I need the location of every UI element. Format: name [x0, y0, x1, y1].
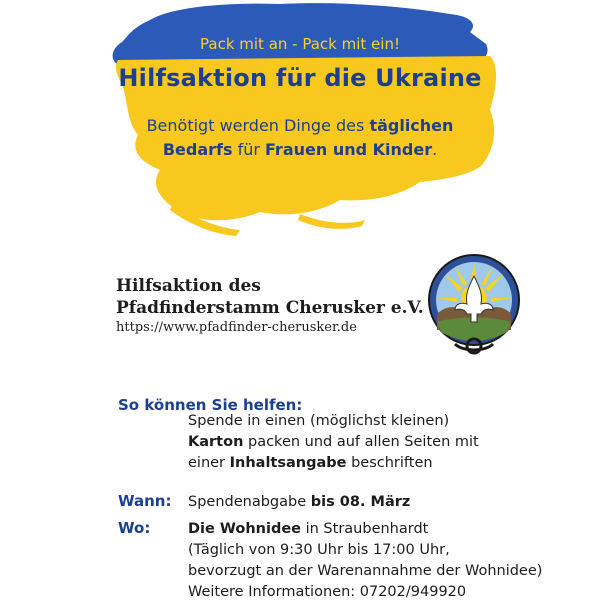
- when-label: Wann:: [118, 492, 172, 510]
- help-line3-rest: beschriften: [346, 455, 433, 471]
- when-text-pre: Spendenabgabe: [188, 494, 311, 510]
- where-line1-bold: Die Wohnidee: [188, 521, 301, 537]
- help-text: [188, 411, 479, 474]
- help-line2: [188, 432, 479, 453]
- help-line1: Spende in einen (möglichst kleinen): [188, 413, 450, 429]
- where-line3: bevorzugt an der Warenannahme der Wohnidee): [188, 563, 543, 579]
- when-text: [188, 492, 410, 513]
- help-line2-bold: Karton: [188, 434, 244, 450]
- where-line2: (Täglich von 9:30 Uhr bis 17:00 Uhr,: [188, 542, 450, 558]
- where-line1-rest: in Straubenhardt: [301, 521, 429, 537]
- help-title: So können Sie helfen:: [118, 396, 303, 414]
- slogan: Pack mit an - Pack mit ein!: [200, 35, 400, 53]
- more-info: Weitere Informationen: 07202/949920: [188, 584, 467, 600]
- when-text-bold: bis 08. März: [310, 494, 411, 510]
- needs-line2-bold1: Bedarfs: [162, 140, 233, 159]
- needs-line2-bold2: Frauen und Kinder: [265, 140, 433, 159]
- where-line1: [188, 519, 542, 540]
- help-line3-bold: Inhaltsangabe: [229, 455, 347, 471]
- needs-line1-pre: Benötigt werden Dinge des: [146, 116, 370, 135]
- needs-line2-mid: für: [232, 140, 266, 159]
- help-line2-rest: packen und auf allen Seiten mit: [243, 434, 479, 450]
- scout-lily-sun-logo-icon: [425, 252, 523, 362]
- organization-block: [116, 275, 424, 335]
- needs-line1-bold: täglichen: [369, 116, 454, 135]
- org-name: Pfadfinderstamm Cherusker e.V.: [116, 298, 424, 318]
- where-text: [188, 519, 542, 582]
- org-line1: Hilfsaktion des: [116, 276, 261, 296]
- headline: Hilfsaktion für die Ukraine: [118, 64, 482, 92]
- needs-text: [0, 114, 600, 162]
- help-line3-pre: einer: [188, 455, 230, 471]
- needs-line2-end: .: [432, 140, 438, 159]
- org-url-link[interactable]: https://www.pfadfinder-cherusker.de: [116, 320, 357, 335]
- help-line3: [188, 453, 479, 474]
- where-label: Wo:: [118, 519, 151, 537]
